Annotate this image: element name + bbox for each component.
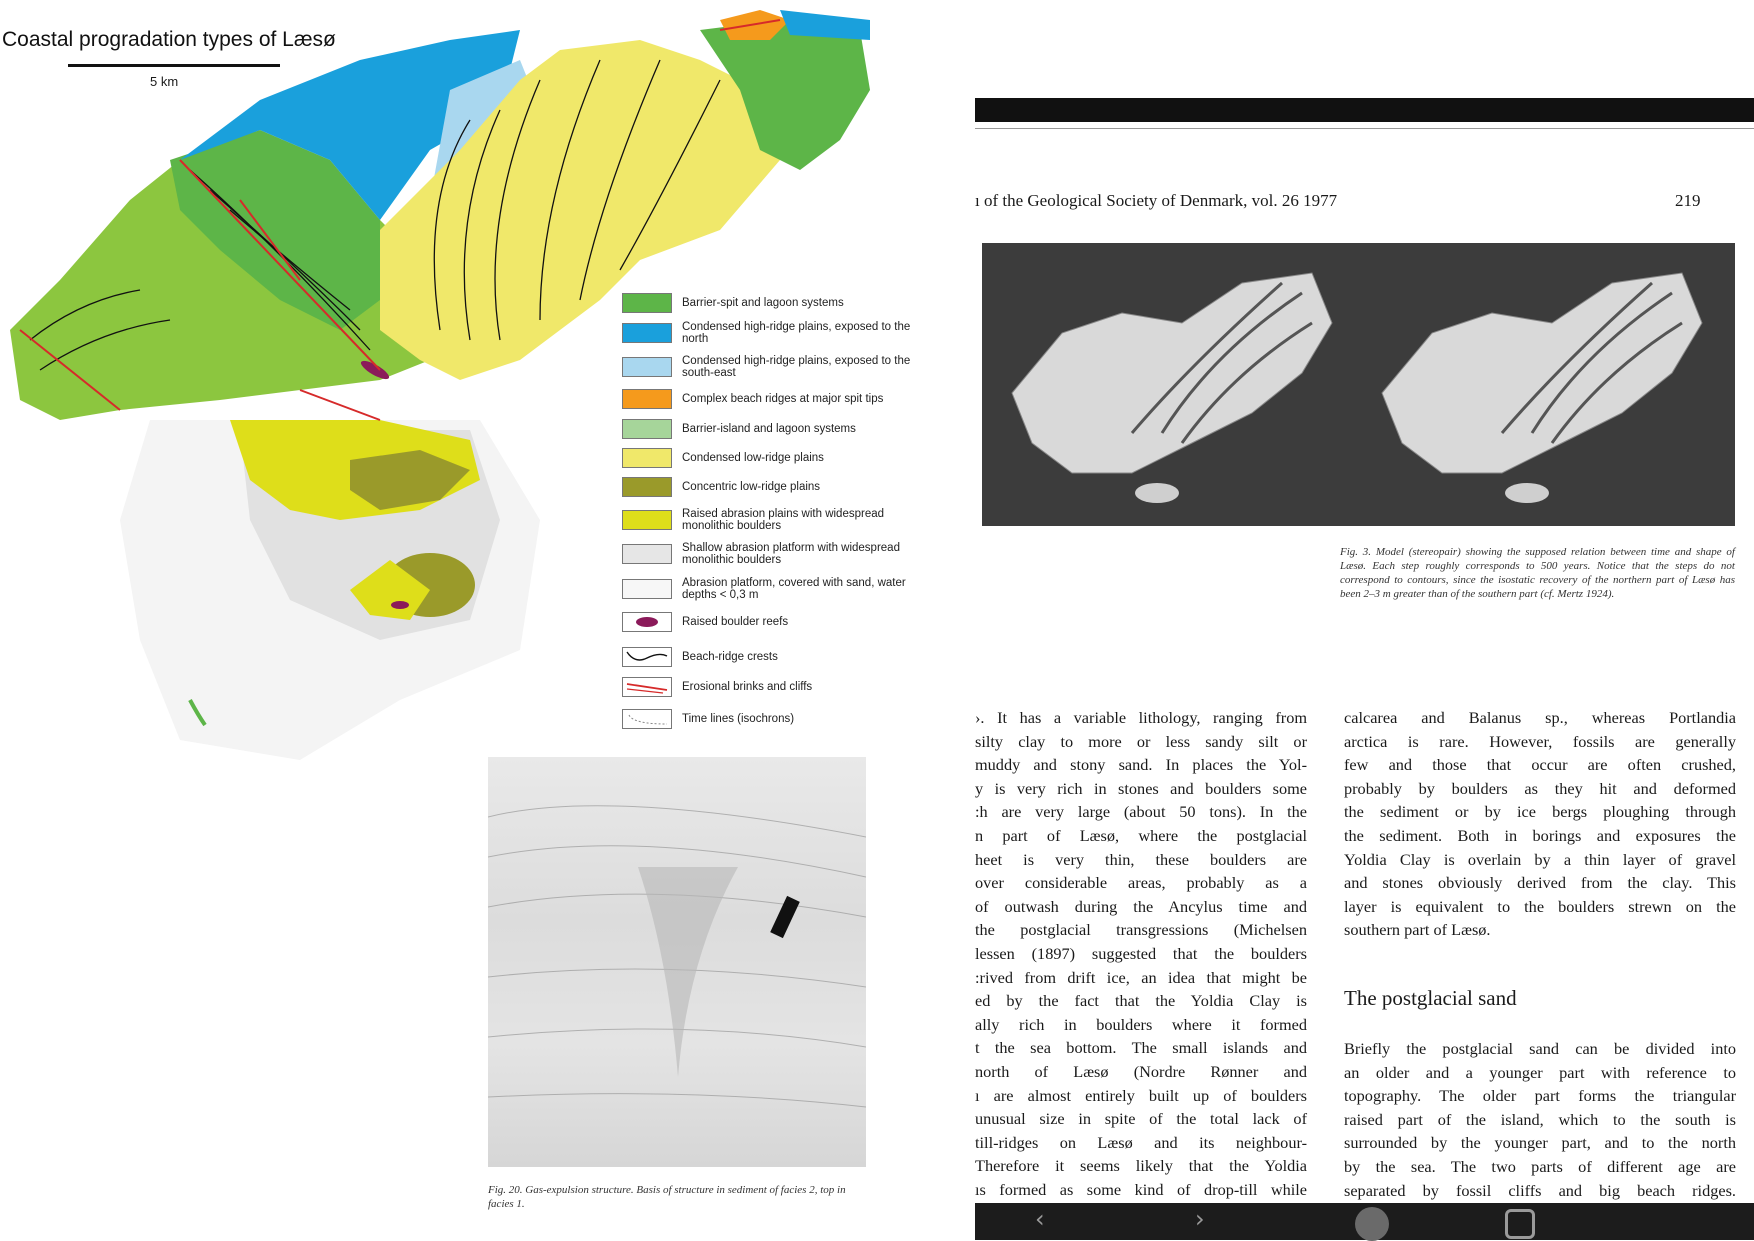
text-line: the sediment. Both in borings and exposures the xyxy=(1344,825,1736,845)
viewer-toolbar xyxy=(975,1203,1754,1240)
legend-item: Abrasion platform, covered with sand, water depths < 0,3 m xyxy=(622,577,932,601)
text-line: an older and a younger part with reference to xyxy=(1344,1062,1736,1082)
header-rule xyxy=(975,128,1754,129)
text-column-right xyxy=(1344,706,1736,942)
download-icon[interactable] xyxy=(1355,1207,1389,1241)
text-line: :h are very large (about 50 tons). In the xyxy=(975,802,1307,822)
text-line: probably by boulders as they hit and deformed xyxy=(1344,778,1736,798)
text-column-left xyxy=(975,706,1307,1201)
legend-swatch xyxy=(622,647,672,667)
text-line: separated by fossil cliffs and big beach ridges. xyxy=(1344,1180,1736,1200)
text-line: ıs formed as some kind of drop-till while xyxy=(975,1179,1307,1199)
text-line: arctica is rare. However, fossils are generally xyxy=(1344,731,1736,751)
header-bar xyxy=(975,98,1754,122)
legend-swatch xyxy=(622,544,672,564)
legend-swatch xyxy=(622,477,672,497)
legend-swatch xyxy=(622,612,672,632)
legend-item: Time lines (isochrons) xyxy=(622,709,932,729)
text-line: ›. It has a variable lithology, ranging from xyxy=(975,708,1307,727)
text-line: north of Læsø (Nordre Rønner and xyxy=(975,1061,1307,1081)
map-figure xyxy=(0,0,930,760)
legend-item: Shallow abrasion platform with widespread monolithic boulders xyxy=(622,542,932,566)
legend-item: Concentric low-ridge plains xyxy=(622,477,932,497)
legend-swatch xyxy=(622,510,672,530)
text-line: over considerable areas, probably as a xyxy=(975,873,1307,893)
fig20-caption: Fig. 20. Gas-expulsion structure. Basis of structure in sediment of facies 2, top in facies 1. xyxy=(488,1184,846,1210)
page-number: 219 xyxy=(1675,191,1701,210)
text-line: topography. The older part forms the triangular xyxy=(1344,1086,1736,1106)
text-line: till-ridges on Læsø and its neighbour- xyxy=(975,1132,1307,1152)
legend-item: Complex beach ridges at major spit tips xyxy=(622,389,932,409)
legend-item: Barrier-island and lagoon systems xyxy=(622,419,932,439)
text-line: the postglacial transgressions (Michelsen xyxy=(975,920,1307,940)
scale-bar xyxy=(68,64,280,67)
scale-label: 5 km xyxy=(150,74,179,89)
section-heading: The postglacial sand xyxy=(1344,986,1517,1010)
text-line: muddy and stony sand. In places the Yol- xyxy=(975,755,1307,775)
legend-item: Barrier-spit and lagoon systems xyxy=(622,293,932,313)
text-line: unusual size in spite of the total lack of xyxy=(975,1109,1307,1129)
text-line: n part of Læsø, where the postglacial xyxy=(975,825,1307,845)
text-line: ı are almost entirely built up of boulders xyxy=(975,1085,1307,1105)
text-line: Yoldia Clay is overlain by a thin layer of gravel xyxy=(1344,849,1736,869)
text-line: few and those that occur are often crushed, xyxy=(1344,755,1736,775)
legend-swatch xyxy=(622,293,672,313)
text-line: calcarea and Balanus sp., whereas Portlandia xyxy=(1344,708,1736,727)
legend-item: Beach-ridge crests xyxy=(622,647,932,667)
forward-arrow-icon[interactable]: › xyxy=(1195,1205,1205,1233)
legend-item: Raised abrasion plains with widespread monolithic boulders xyxy=(622,508,932,532)
text-line: lessen (1897) suggested that the boulders xyxy=(975,943,1307,963)
legend-swatch xyxy=(622,448,672,468)
text-line: heet is very thin, these boulders are xyxy=(975,849,1307,869)
tabs-icon[interactable] xyxy=(1505,1209,1535,1239)
legend-swatch xyxy=(622,389,672,409)
legend-swatch xyxy=(622,709,672,729)
text-column-right-continued xyxy=(1344,1037,1736,1202)
text-line: y is very rich in stones and boulders some xyxy=(975,778,1307,798)
text-line: of outwash during the Ancylus time and xyxy=(975,896,1307,916)
text-line: ally rich in boulders where it formed xyxy=(975,1014,1307,1034)
text-line: raised part of the island, which to the south is xyxy=(1344,1109,1736,1129)
fig3-caption: Fig. 3. Model (stereopair) showing the supposed relation between time and shape of Læsø. Each step roughly corresponds to 500 years. Notice that the steps do not correspond to contours, since the isostatic recovery of the northern part of Læsø has been 2–3 m greater than of the southern part (cf. Mertz 1924). xyxy=(1340,546,1735,600)
legend-swatch xyxy=(622,357,672,377)
text-line: surrounded by the younger part, and to the north xyxy=(1344,1133,1736,1153)
text-line: silty clay to more or less sandy silt or xyxy=(975,731,1307,751)
text-line: ed by the fact that the Yoldia Clay is xyxy=(975,991,1307,1011)
legend-swatch xyxy=(622,677,672,697)
text-line: Briefly the postglacial sand can be divided into xyxy=(1344,1039,1736,1058)
text-line: southern part of Læsø. xyxy=(1344,920,1491,940)
running-head: ı of the Geological Society of Denmark, vol. 26 1977 xyxy=(975,191,1338,210)
legend-item: Condensed high-ridge plains, exposed to the north xyxy=(622,321,932,345)
text-line: the sediment or by ice bergs ploughing through xyxy=(1344,802,1736,822)
legend-item: Condensed high-ridge plains, exposed to the south-east xyxy=(622,355,932,379)
text-line: and stones obviously derived from the clay. This xyxy=(1344,873,1736,893)
boulder-reef-2 xyxy=(391,601,409,609)
stereopair-model-photo xyxy=(982,243,1735,526)
text-line: t the sea bottom. The small islands and xyxy=(975,1038,1307,1058)
legend-swatch xyxy=(622,579,672,599)
legend-swatch xyxy=(622,419,672,439)
legend-item: Erosional brinks and cliffs xyxy=(622,677,932,697)
gas-expulsion-photo xyxy=(488,757,866,1167)
text-line: layer is equivalent to the boulders strewn on the xyxy=(1344,896,1736,916)
text-line: :rived from drift ice, an idea that might be xyxy=(975,967,1307,987)
legend-item: Condensed low-ridge plains xyxy=(622,448,932,468)
legend-item: Raised boulder reefs xyxy=(622,612,932,632)
map-title: Coastal progradation types of Læsø xyxy=(2,28,336,51)
back-arrow-icon[interactable]: ‹ xyxy=(1035,1205,1045,1233)
text-line: by the sea. The two parts of different age are xyxy=(1344,1156,1736,1176)
legend-swatch xyxy=(622,323,672,343)
text-line: Therefore it seems likely that the Yoldia xyxy=(975,1156,1307,1176)
